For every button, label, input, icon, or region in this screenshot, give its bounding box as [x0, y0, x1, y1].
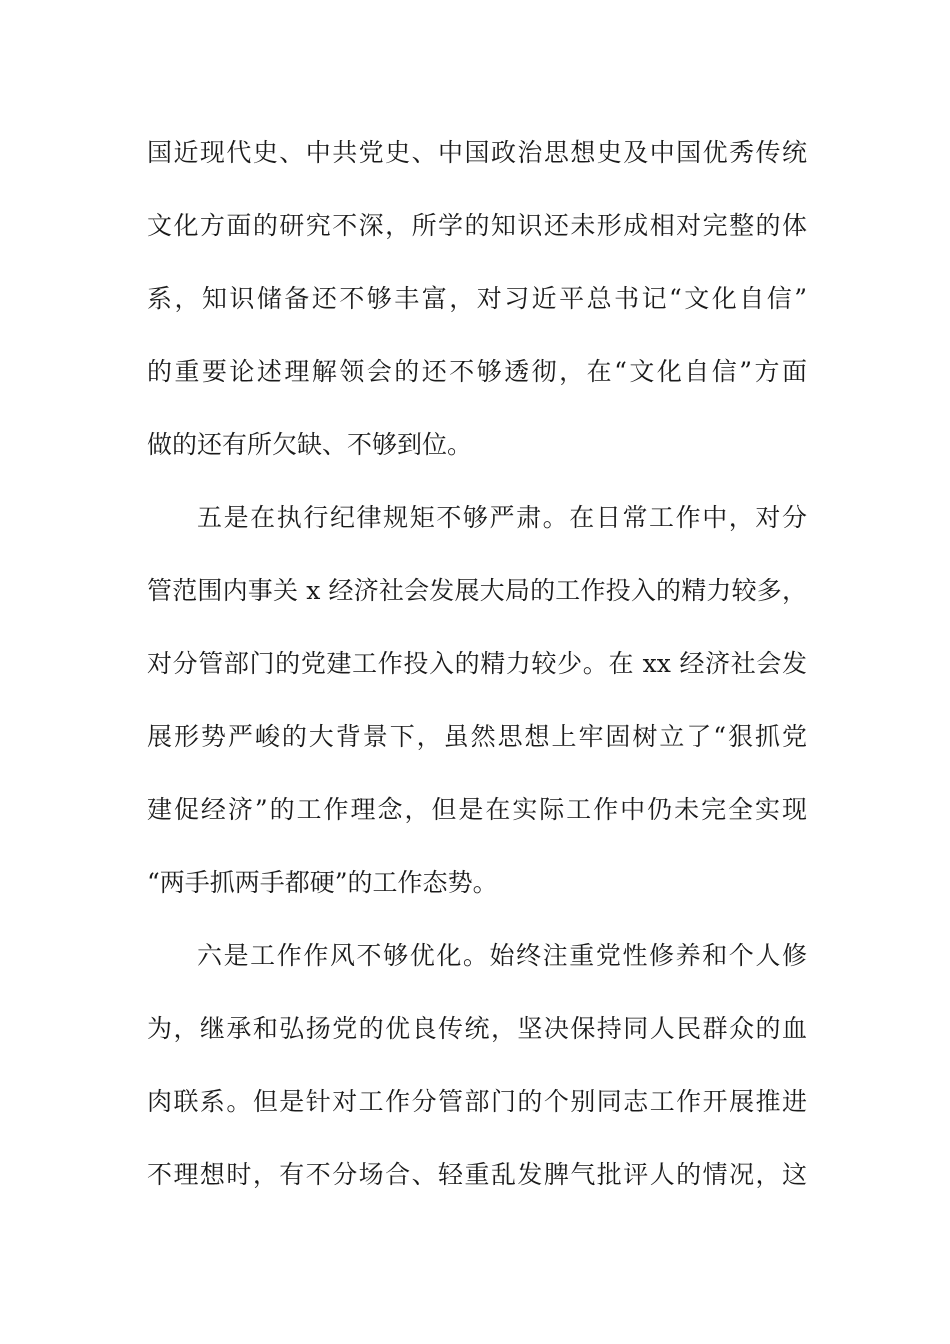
paragraph-1-line-3: 系，知识储备还不够丰富，对习近平总书记“文化自信” [147, 284, 807, 313]
paragraph-2-line-5: 建促经济”的工作理念，但是在实际工作中仍未完全实现 [147, 795, 807, 824]
paragraph-2-line-3: 对分管部门的党建工作投入的精力较少。在 xx 经济社会发 [147, 649, 807, 678]
paragraph-3-line-1: 六是工作作风不够优化。始终注重党性修养和个人修 [197, 941, 807, 970]
paragraph-1-line-5: 做的还有所欠缺、不够到位。 [147, 430, 473, 459]
paragraph-2-line-2: 管范围内事关 x 经济社会发展大局的工作投入的精力较多， [147, 576, 807, 605]
paragraph-2-line-6: “两手抓两手都硬”的工作态势。 [147, 868, 498, 897]
paragraph-3-line-2: 为，继承和弘扬党的优良传统，坚决保持同人民群众的血 [147, 1014, 807, 1043]
paragraph-2-line-4: 展形势严峻的大背景下，虽然思想上牢固树立了“狠抓党 [147, 722, 807, 751]
paragraph-3-line-4: 不理想时，有不分场合、轻重乱发脾气批评人的情况，这 [147, 1160, 807, 1189]
paragraph-3-line-3: 肉联系。但是针对工作分管部门的个别同志工作开展推进 [147, 1087, 807, 1116]
paragraph-1-line-2: 文化方面的研究不深，所学的知识还未形成相对完整的体 [147, 211, 807, 240]
paragraph-1-line-4: 的重要论述理解领会的还不够透彻，在“文化自信”方面 [147, 357, 807, 386]
paragraph-2-line-1: 五是在执行纪律规矩不够严肃。在日常工作中，对分 [197, 503, 807, 532]
paragraph-1-line-1: 国近现代史、中共党史、中国政治思想史及中国优秀传统 [147, 138, 807, 167]
